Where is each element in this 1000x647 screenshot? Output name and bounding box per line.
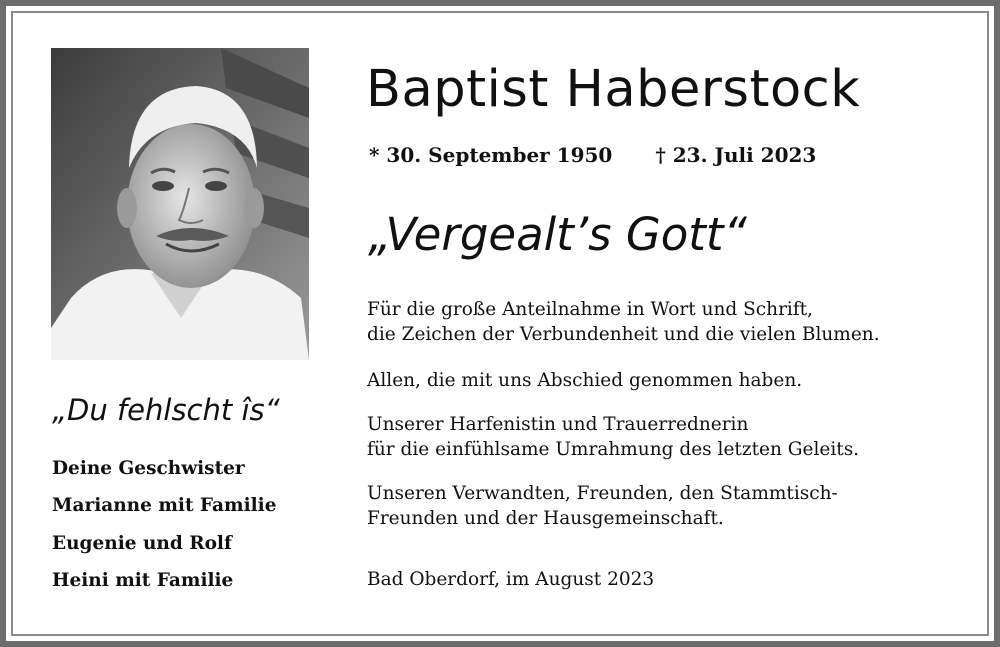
paragraph-line: Allen, die mit uns Abschied genommen haben. (367, 370, 803, 391)
portrait-image (51, 48, 309, 360)
thanks-paragraph (367, 481, 838, 531)
life-dates (369, 143, 816, 167)
death-date: † 23. Juli 2023 (655, 143, 817, 167)
paragraph-line: Unseren Verwandten, Freunden, den Stammtisch- (367, 483, 838, 504)
paragraph-line: Für die große Anteilnahme in Wort und Schrift, (367, 299, 813, 320)
family-member: Marianne mit Familie (52, 495, 277, 516)
paragraph-line: für die einfühlsame Umrahmung des letzten Geleits. (367, 439, 860, 460)
family-member: Heini mit Familie (52, 570, 234, 591)
family-member: Deine Geschwister (52, 458, 245, 479)
paragraph-line: die Zeichen der Verbundenheit und die vielen Blumen. (367, 324, 880, 345)
thanks-paragraph (367, 297, 880, 347)
family-member: Eugenie und Rolf (52, 533, 232, 554)
place-date: Bad Oberdorf, im August 2023 (367, 569, 655, 590)
birth-date: * 30. September 1950 (369, 143, 613, 167)
thanks-paragraph (367, 412, 859, 462)
thanks-quote: „Vergealt’s Gott“ (368, 208, 747, 261)
portrait-photo (51, 48, 309, 360)
thanks-paragraph (367, 368, 802, 393)
deceased-name: Baptist Haberstock (366, 60, 861, 119)
paragraph-line: Freunden und der Hausgemeinschaft. (367, 508, 724, 529)
miss-quote: „Du fehlscht îs“ (52, 393, 280, 427)
paragraph-line: Unserer Harfenistin und Trauerrednerin (367, 414, 749, 435)
